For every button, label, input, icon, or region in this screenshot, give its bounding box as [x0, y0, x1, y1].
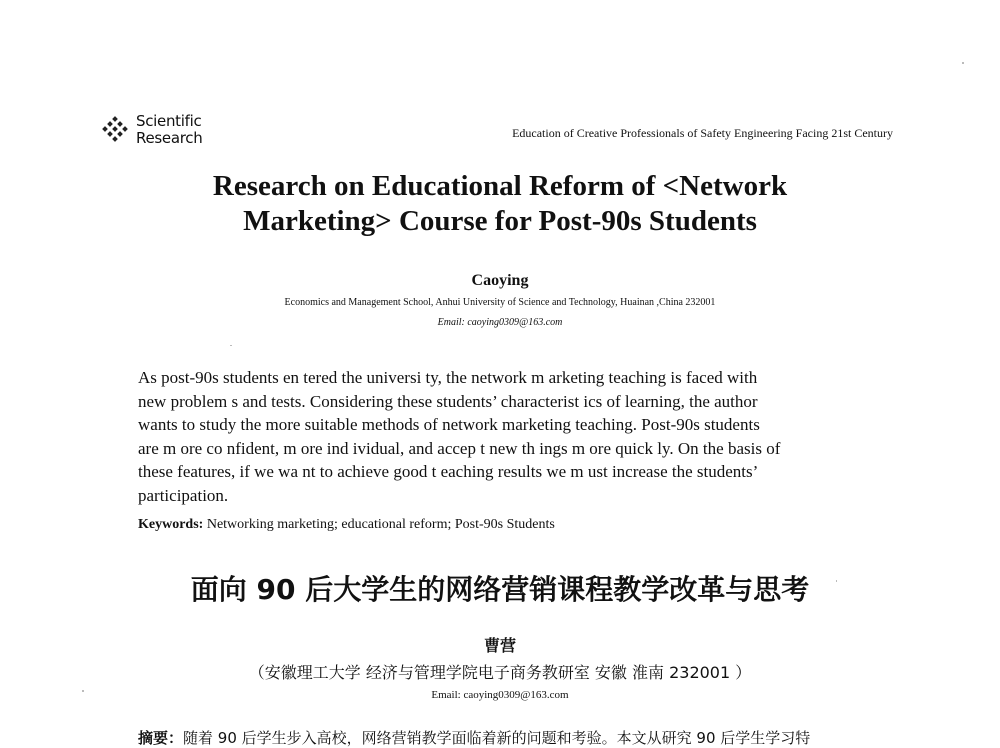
scan-speck	[836, 580, 837, 582]
paper-title-line2: Marketing> Course for Post-90s Students	[243, 205, 757, 237]
keywords	[138, 517, 555, 533]
abstract-line: wants to study the more suitable methods of network marketing teaching. Post-90s students	[138, 415, 760, 434]
publisher-logo	[100, 113, 202, 147]
author-affiliation: Economics and Management School, Anhui University of Science and Technology, Huainan ,China 232001	[284, 297, 716, 308]
keywords-label: Keywords:	[138, 517, 204, 532]
chinese-abstract-text: 随着 90 后学生步入高校，网络营销教学面临着新的问题和考验。本文从研究 90 后学生学习特	[183, 729, 811, 747]
keywords-text: Networking marketing; educational reform; Post-90s Students	[203, 517, 555, 532]
chinese-title: 面向 90 后大学生的网络营销课程教学改革与思考	[190, 573, 810, 606]
scan-speck	[962, 62, 964, 64]
publisher-name	[136, 113, 202, 147]
chinese-email: Email: caoying0309@163.com	[431, 689, 569, 701]
scan-speck	[230, 345, 232, 346]
scan-speck	[82, 690, 84, 692]
abstract-line: are m ore co nfident, m ore ind ividual, and accep t new th ings m ore quick ly. On the basis of	[138, 438, 781, 458]
diamond-dots-icon	[100, 115, 130, 145]
author-name: Caoying	[471, 272, 529, 289]
author-email: Email: caoying0309@163.com	[437, 317, 563, 328]
paper-title	[0, 169, 1000, 239]
chinese-author: 曹营	[483, 636, 516, 655]
chinese-affiliation: （安徽理工大学 经济与管理学院电子商务教研室 安徽 淮南 232001 ）	[248, 663, 752, 682]
paper-title-line1: Research on Educational Reform of <Network	[212, 170, 788, 202]
abstract	[138, 366, 864, 507]
running-head: Education of Creative Professionals of Safety Engineering Facing 21st Century	[512, 126, 893, 140]
publisher-name-line2: Research	[136, 129, 203, 147]
abstract-line: new problem s and tests. Considering these students’ characterist ics of learning, the author	[138, 391, 758, 411]
chinese-abstract	[138, 727, 898, 748]
chinese-abstract-label: 摘要：	[138, 729, 184, 747]
abstract-line: these features, if we wa nt to achieve good t eaching results we m ust increase the students’	[138, 462, 759, 481]
publisher-name-line1: Scientific	[136, 112, 202, 130]
abstract-line: participation.	[138, 485, 229, 505]
abstract-line: As post-90s students en tered the universi ty, the network m arketing teaching is faced with	[138, 368, 758, 387]
